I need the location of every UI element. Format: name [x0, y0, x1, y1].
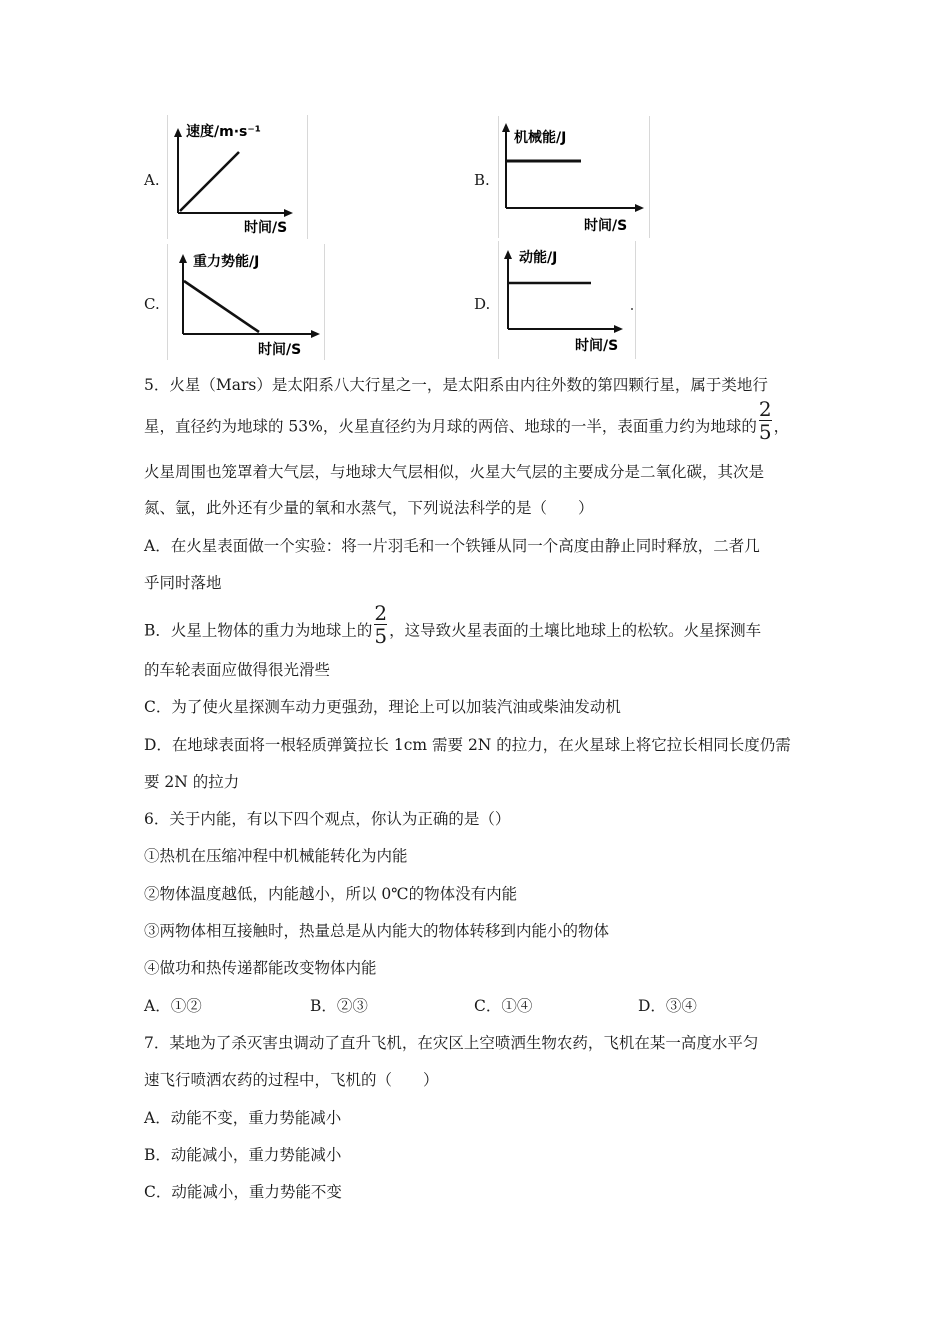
fraction-numerator-b: 2 — [374, 601, 388, 625]
fraction-numerator: 2 — [758, 397, 772, 421]
graph-d-xlabel: 时间/S — [575, 338, 619, 354]
q6-statement-2: ②物体温度越低，内能越小，所以 0℃的物体没有内能 — [144, 885, 518, 903]
graph-b-mechanical-energy-time — [498, 116, 650, 238]
q6-choices — [144, 996, 697, 1016]
graph-a-xlabel: 时间/S — [244, 220, 288, 236]
q5-stem-line-3: 火星周围也笼罩着大气层，与地球大气层相似，火星大气层的主要成分是二氧化碳，其次是 — [144, 463, 765, 481]
q5-option-b-line-2: 的车轮表面应做得很光滑些 — [144, 661, 331, 679]
q6-statement-4: ④做功和热传递都能改变物体内能 — [144, 959, 377, 977]
q5-stem-line-4: 氮、氩，此外还有少量的氧和水蒸气，下列说法科学的是（ ） — [144, 499, 594, 517]
graph-d-kinetic-energy-time — [498, 241, 636, 359]
graph-b-ylabel: 机械能/J — [514, 130, 567, 146]
q6-choice-d: D．③④ — [638, 997, 697, 1015]
fraction-denominator: 5 — [758, 420, 772, 444]
q6-choice-b: B．②③ — [310, 997, 368, 1015]
q7-stem-line-2: 速飞行喷洒农药的过程中，飞机的（ ） — [144, 1071, 439, 1089]
fraction-denominator-b: 5 — [374, 624, 388, 648]
q5-option-b-text-a: B．火星上物体的重力为地球上的 — [144, 621, 373, 640]
q5-option-a-line-2: 乎同时落地 — [144, 574, 222, 592]
graph-c-xlabel: 时间/S — [258, 342, 302, 358]
q7-option-b: B．动能减小，重力势能减小 — [144, 1146, 342, 1164]
q5-stem-line-2 — [144, 397, 790, 444]
q6-stem: 6．关于内能，有以下四个观点，你认为正确的是（） — [144, 810, 511, 828]
fraction-two-fifths — [759, 399, 772, 442]
q5-option-b-text-b: ，这导致火星表面的土壤比地球上的松软。火星探测车 — [389, 621, 762, 640]
q5-stem-line-2-end: ， — [773, 417, 790, 436]
q7-option-c: C．动能减小，重力势能不变 — [144, 1183, 342, 1201]
graph-d-ylabel: 动能/J — [519, 250, 558, 266]
q7-option-a: A．动能不变，重力势能减小 — [144, 1109, 342, 1127]
graph-a-ylabel: 速度/m·s⁻¹ — [186, 124, 261, 140]
q6-statement-3: ③两物体相互接触时，热量总是从内能大的物体转移到内能小的物体 — [144, 922, 610, 940]
graph-c-potential-energy-time — [167, 244, 325, 360]
graph-a-velocity-time — [167, 115, 308, 239]
graph-c-ylabel: 重力势能/J — [193, 254, 260, 270]
option-c-letter: C. — [144, 295, 160, 313]
q5-option-a-line-1: A．在火星表面做一个实验：将一片羽毛和一个铁锤从同一个高度由静止同时释放，二者几 — [144, 537, 760, 555]
option-a-letter: A. — [144, 171, 160, 189]
q5-option-c: C．为了使火星探测车动力更强劲，理论上可以加装汽油或柴油发动机 — [144, 698, 621, 716]
q6-choice-c: C．①④ — [474, 997, 533, 1015]
q5-stem-line-1: 5．火星（Mars）是太阳系八大行星之一，是太阳系由内往外数的第四颗行星，属于类地行 — [144, 376, 768, 394]
q5-option-d-line-2: 要 2N 的拉力 — [144, 773, 240, 791]
fraction-two-fifths-b — [374, 603, 387, 646]
q5-option-b-line-1 — [144, 601, 762, 648]
option-b-letter: B. — [474, 171, 490, 189]
q6-statement-1: ①热机在压缩冲程中机械能转化为内能 — [144, 847, 408, 865]
q6-choice-a: A．①② — [144, 997, 202, 1015]
graph-b-xlabel: 时间/S — [584, 218, 628, 234]
q5-stem-line-2-text: 星，直径约为地球的 53%，火星直径约为月球的两倍、地球的一半，表面重力约为地球的 — [144, 417, 757, 436]
q5-option-d-line-1: D．在地球表面将一根轻质弹簧拉长 1cm 需要 2N 的拉力，在火星球上将它拉长相同长度仍需 — [144, 736, 791, 754]
q7-stem-line-1: 7．某地为了杀灭害虫调动了直升飞机，在灾区上空喷洒生物农药，飞机在某一高度水平匀 — [144, 1034, 759, 1052]
option-d-letter: D. — [474, 295, 491, 313]
